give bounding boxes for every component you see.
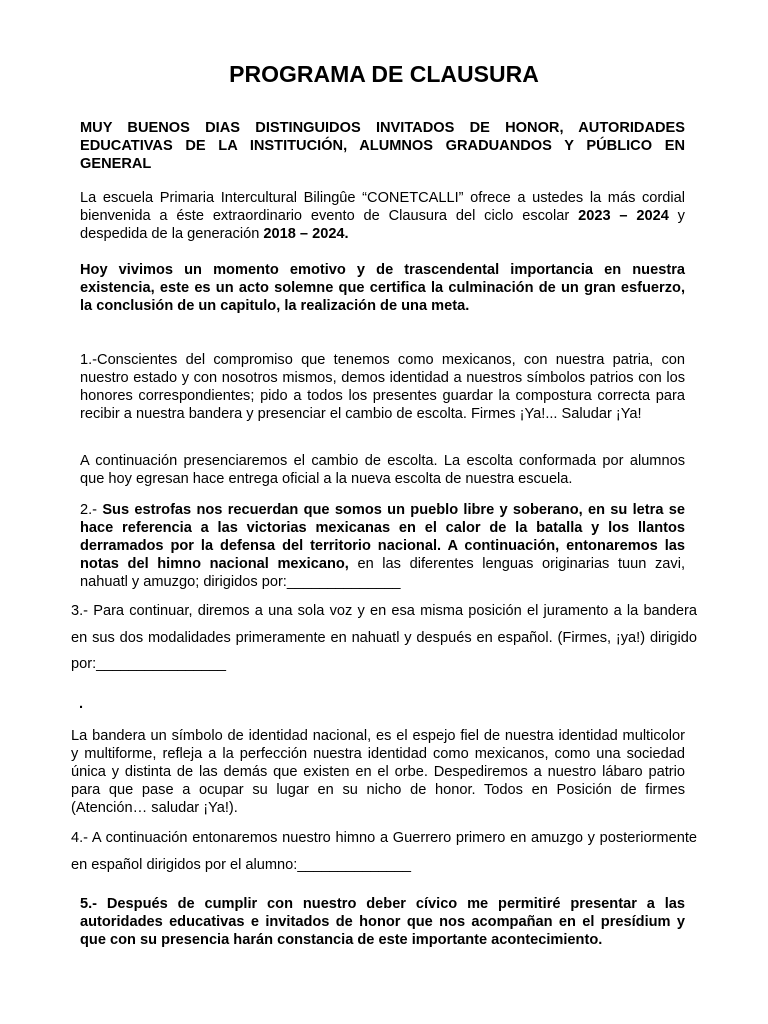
item-2-paragraph — [80, 501, 685, 591]
welcome-text-1: La escuela Primaria Intercultural Bilingûe “CONETCALLI” ofrece a ustedes la más cordial bienvenida a éste extraordinario evento de Clausura del ciclo escolar — [80, 190, 685, 224]
generation-years: 2018 – 2024. — [263, 226, 349, 242]
page-title: PROGRAMA DE CLAUSURA — [229, 61, 539, 87]
school-cycle: 2023 – 2024 — [578, 208, 669, 224]
welcome-paragraph — [80, 189, 685, 243]
escolta-paragraph: A continuación presenciaremos el cambio de escolta. La escolta conformada por alumnos que hoy egresan hace entrega oficial a la nueva escolta de nuestra escuela. — [80, 453, 685, 487]
item-4-paragraph: 4.- A continuación entonaremos nuestro himno a Guerrero primero en amuzgo y posteriormente en español dirigidos por el alumno:______________ — [71, 830, 697, 873]
separator-dot: . — [79, 696, 84, 712]
bandera-paragraph: La bandera un símbolo de identidad nacional, es el espejo fiel de nuestra identidad multicolor y multiforme, refleja a la perfección nuestra identidad como mexicanos, como una sociedad única y distinta de las demás que existen en el orbe. Despediremos a nuestro lábaro patrio para que pase a ocupar su lugar en su nicho de honor. Todos en Posición de firmes (Atención… saludar ¡Ya!). — [71, 728, 685, 816]
item-2-bold-text: Sus estrofas nos recuerdan que somos un pueblo libre y soberano, en su letra se hace referencia a las victorias mexicanas en el calor de la batalla y los llantos derramados por la defensa del territorio nacional. A continuación, entonaremos las notas del himno nacional mexicano, — [80, 502, 685, 572]
greeting-paragraph: MUY BUENOS DIAS DISTINGUIDOS INVITADOS DE HONOR, AUTORIDADES EDUCATIVAS DE LA INSTITUCIÓN, ALUMNOS GRADUANDOS Y PÚBLICO EN GENERAL — [80, 120, 685, 172]
item-2-number: 2.- — [80, 502, 103, 518]
item-1-paragraph: 1.-Conscientes del compromiso que tenemos como mexicanos, con nuestra patria, con nuestro estado y con nosotros mismos, demos identidad a nuestros símbolos patrios con los honores correspondientes; pido a todos los presentes guardar la compostura correcta para recibir a nuestra bandera y presenciar el cambio de escolta. Firmes ¡Ya!... Saludar ¡Ya! — [80, 352, 685, 422]
welcome-text-2: y despedida de la generación — [80, 208, 685, 242]
item-3-paragraph: 3.- Para continuar, diremos a una sola voz y en esa misma posición el juramento a la bandera en sus dos modalidades primeramente en nahuatl y después en español. (Firmes, ¡ya!) dirigido por:________________ — [71, 603, 697, 672]
item-5-paragraph: 5.- Después de cumplir con nuestro deber cívico me permitiré presentar a las autoridades educativas e invitados de honor que nos acompañan en el presídium y que con su presencia harán constancia de este importante acontecimiento. — [80, 896, 685, 948]
emotive-paragraph: Hoy vivimos un momento emotivo y de trascendental importancia en nuestra existencia, este es un acto solemne que certifica la culminación de un gran esfuerzo, la conclusión de un capitulo, la realización de una meta. — [80, 262, 685, 314]
item-2-rest-text: en las diferentes lenguas originarias tuun zavi, nahuatl y amuzgo; dirigidos por:______________ — [80, 556, 685, 590]
